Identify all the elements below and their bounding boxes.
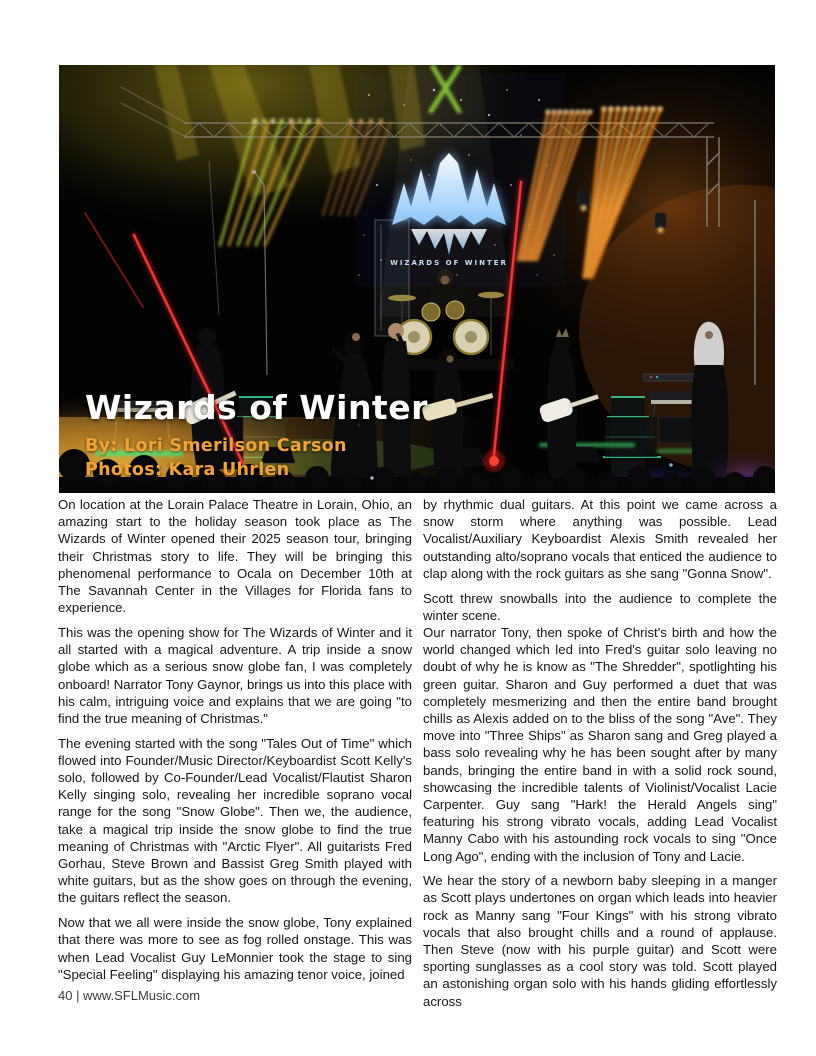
paragraph: On location at the Lorain Palace Theatre in Lorain, Ohio, an amazing start to the holiday season took place as The Wizards of Winter opened their 2025 season tour, bringing their Christmas story to life. They will be bringing this phenomenal performance to Ocala on December 10th at The Savannah Center in the Villages for Florida fans to experience. bbox=[58, 497, 412, 616]
paragraph: This was the opening show for The Wizards of Winter and it all started with a magical adventure. A trip inside a snow globe which as a serious snow globe fan, I was completely onboard! Narrator Tony Gaynor, brings us into this place with his calm, intriguing voice and explains that we are going "to find the true meaning of Christmas." bbox=[58, 624, 412, 726]
article-byline: By: Lori Smerilson Carson bbox=[85, 435, 347, 456]
paragraph: The evening started with the song "Tales Out of Time" which flowed into Founder/Music Director/Keyboardist Scott Kelly's solo, followed by Co-Founder/Lead Vocalist/Flautist Sharon Kelly singing solo, revealing her incredible soprano vocal range for the song "Snow Globe". Then we, the audience, take a magical trip inside the snow globe to find the true meaning of Christmas with "Arctic Flyer". All guitarists Fred Gorhau, Steve Brown and Bassist Greg Smith played with white guitars, but as the show goes on through the evening, the guitars reflect the season. bbox=[58, 735, 412, 906]
article-title: Wizards of Winter bbox=[85, 388, 428, 427]
paragraph: Scott threw snowballs into the audience to complete the winter scene. bbox=[423, 590, 777, 623]
hero-photo bbox=[59, 65, 775, 493]
paragraph: Now that we all were inside the snow globe, Tony explained that there was more to see as fog rolled onstage. This was when Lead Vocalist Guy LeMonnier took the stage to sing "Special Feeling" displaying his amazing tenor voice, joined bbox=[58, 915, 412, 982]
page-footer: 40 | www.SFLMusic.com bbox=[58, 988, 201, 1003]
article-column-right bbox=[423, 496, 777, 1010]
article-body bbox=[58, 496, 777, 1010]
paragraph: Our narrator Tony, then spoke of Christ's birth and how the world changed which led into Fred's guitar solo leaving no doubt of why he is know as "The Shredder", spotlighting his green guitar. Sharon and Guy performed a duet that was completely mesmerizing and then the entire band brought chills as Alexis added on to the bliss of the song "Ave". They move into "Three Ships" as Sharon sang and Greg played a bass solo revealing why he has been sought after by many bands, bringing the entire band in with a solid rock sound, showcasing the incredible talents of Violinist/Vocalist Lacie Carpenter. Guy sang "Hark! the Herald Angels sing" featuring his strong vibrato vocals, adding Lead Vocalist Manny Cabo with his astounding rock vocals to sing "Once Long Ago", ending with the inclusion of Tony and Lacie. bbox=[423, 624, 777, 864]
photo-credit: Photos: Kara Uhrlen bbox=[85, 460, 290, 481]
drum-shield bbox=[375, 220, 409, 336]
hero-text-overlay bbox=[85, 388, 428, 483]
backdrop-logo-text: WIZARDS OF WINTER bbox=[390, 259, 508, 267]
article-column-left bbox=[58, 496, 412, 1010]
paragraph: We hear the story of a newborn baby sleeping in a manger as Scott plays undertones on organ which leads into heavier rock as Manny sang "Four Kings" with his strong vibrato vocals that also brought chills and a round of applause. Then Steve (now with his purple guitar) and Scott were sporting sunglasses as a cool story was told. Scott played an astonishing organ solo with his hands gliding effortlessly across bbox=[423, 873, 777, 1009]
hero-bylines bbox=[85, 434, 428, 483]
paragraph: by rhythmic dual guitars. At this point we came across a snow storm where anything was possible. Lead Vocalist/Auxiliary Keyboardist Alexis Smith revealed her outstanding alto/soprano vocals that enticed the audience to clap along with the rock guitars as she sang "Gonna Snow". bbox=[423, 497, 777, 581]
